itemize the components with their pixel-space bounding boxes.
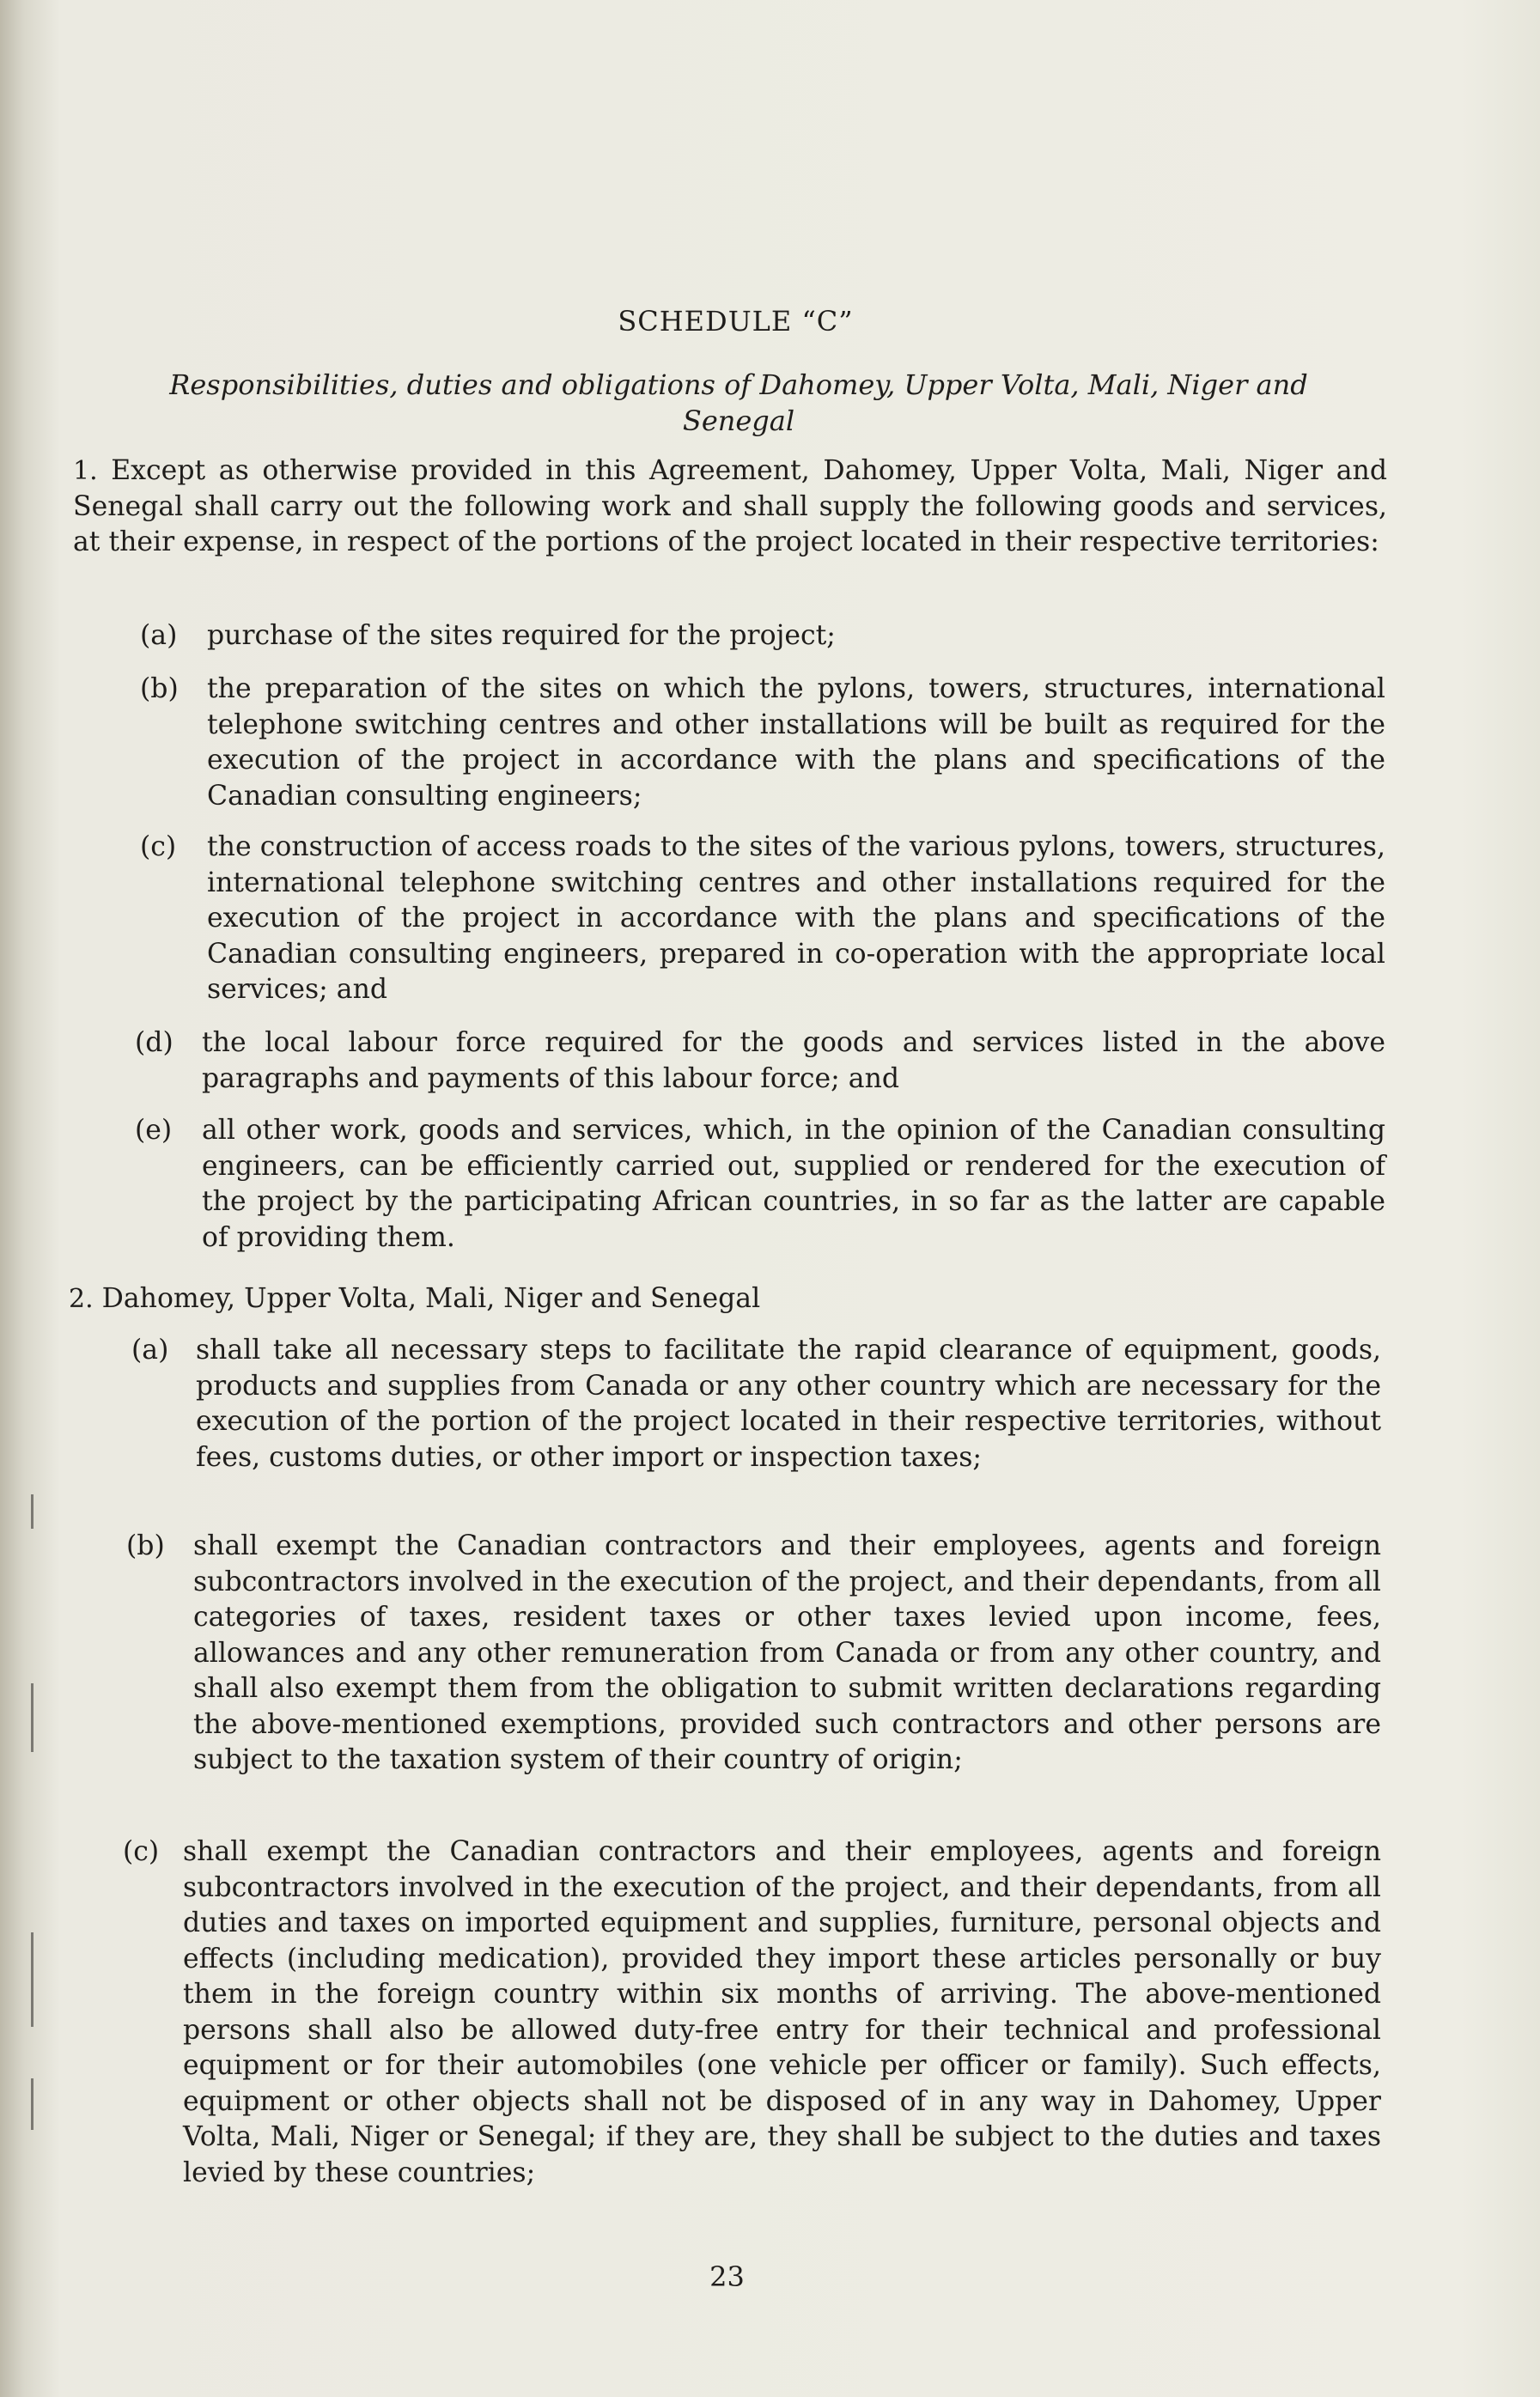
item-label: (e) bbox=[135, 1115, 173, 1146]
item-text: shall exempt the Canadian contractors and their employees, agents and foreign subcontractors involved in the execution of the project, and their dependants, from all categories of taxes, resident taxes or other taxes levied upon income, fees, allowances and any other remuneration from Canada or from any other country, and shall also exempt them from the obligation to submit written declarations regarding the above-mentioned exemptions, provided such contractors and other persons are subject to the taxation system of their country of origin; bbox=[193, 1530, 1381, 1775]
item-text: purchase of the sites required for the project; bbox=[207, 620, 836, 651]
item-label: (b) bbox=[126, 1530, 165, 1561]
section-2-number: 2. bbox=[69, 1284, 94, 1314]
section-1-item bbox=[135, 1025, 1385, 1098]
item-label: (b) bbox=[140, 673, 179, 704]
section-2-intro bbox=[69, 1281, 1383, 1317]
section-2-item bbox=[131, 1333, 1381, 1513]
section-1-number: 1. bbox=[73, 456, 98, 486]
section-2-text: Dahomey, Upper Volta, Mali, Niger and Senegal bbox=[101, 1283, 761, 1314]
item-label: (a) bbox=[131, 1335, 169, 1366]
section-2-item bbox=[126, 1529, 1381, 1821]
section-2-item bbox=[123, 1834, 1381, 2238]
item-text: the preparation of the sites on which the pylons, towers, structures, international telephone switching centres and other installations will be built as required for the execution of the project in accordance with the plans and specifications of the Canadian consulting engineers; bbox=[207, 673, 1385, 812]
schedule-subtitle: Responsibilities, duties and obligations of Dahomey, Upper Volta, Mali, Niger and Senegal bbox=[169, 368, 1308, 437]
item-text: the construction of access roads to the sites of the various pylons, towers, structures, international telephone switching centres and other installations required for the execution of the project in accordance with the plans and specifications of the Canadian consulting engineers, prepared in co-operation with the appropriate local services; and bbox=[207, 831, 1385, 1005]
section-1-item bbox=[140, 830, 1385, 1010]
section-1-intro bbox=[73, 453, 1387, 561]
item-label: (a) bbox=[140, 620, 178, 651]
section-1-text: Except as otherwise provided in this Agreement, Dahomey, Upper Volta, Mali, Niger and Senegal shall carry out the following work and shall supply the following goods and services, at their expense, in respect of the portions of the project located in their respective territories: bbox=[73, 455, 1387, 557]
section-1-item bbox=[135, 1113, 1385, 1259]
item-text: shall take all necessary steps to facilitate the rapid clearance of equipment, goods, products and supplies from Canada or any other country which are necessary for the execution of the portion of the project located in their respective territories, without fees, customs duties, or other import or inspection taxes; bbox=[196, 1335, 1381, 1473]
page-number: 23 bbox=[709, 2260, 745, 2293]
item-label: (d) bbox=[135, 1027, 173, 1058]
item-label: (c) bbox=[140, 831, 177, 862]
section-1-item bbox=[140, 618, 1385, 654]
item-text: shall exempt the Canadian contractors and their employees, agents and foreign subcontractors involved in the execution of the project, and their dependants, from all duties and taxes on imported equipment and supplies, furniture, personal objects and effects (including medication), provided they import these articles personally or buy them in the foreign country within six months of arriving. The above-mentioned persons shall also be allowed duty-free entry for their technical and professional equipment or for their automobiles (one vehicle per officer or family). Such effects, equipment or other objects shall not be disposed of in any way in Dahomey, Upper Volta, Mali, Niger or Senegal; if they are, they shall be subject to the duties and taxes levied by these countries; bbox=[183, 1836, 1381, 2188]
section-1-item bbox=[140, 672, 1385, 818]
item-text: all other work, goods and services, which, in the opinion of the Canadian consulting engineers, can be efficiently carried out, supplied or rendered for the execution of the project by the participating African countries, in so far as the latter are capable of providing them. bbox=[202, 1115, 1385, 1253]
item-text: the local labour force required for the goods and services listed in the above paragraphs and payments of this labour force; and bbox=[202, 1027, 1385, 1094]
schedule-title: SCHEDULE “C” bbox=[618, 305, 854, 338]
item-label: (c) bbox=[123, 1836, 160, 1867]
